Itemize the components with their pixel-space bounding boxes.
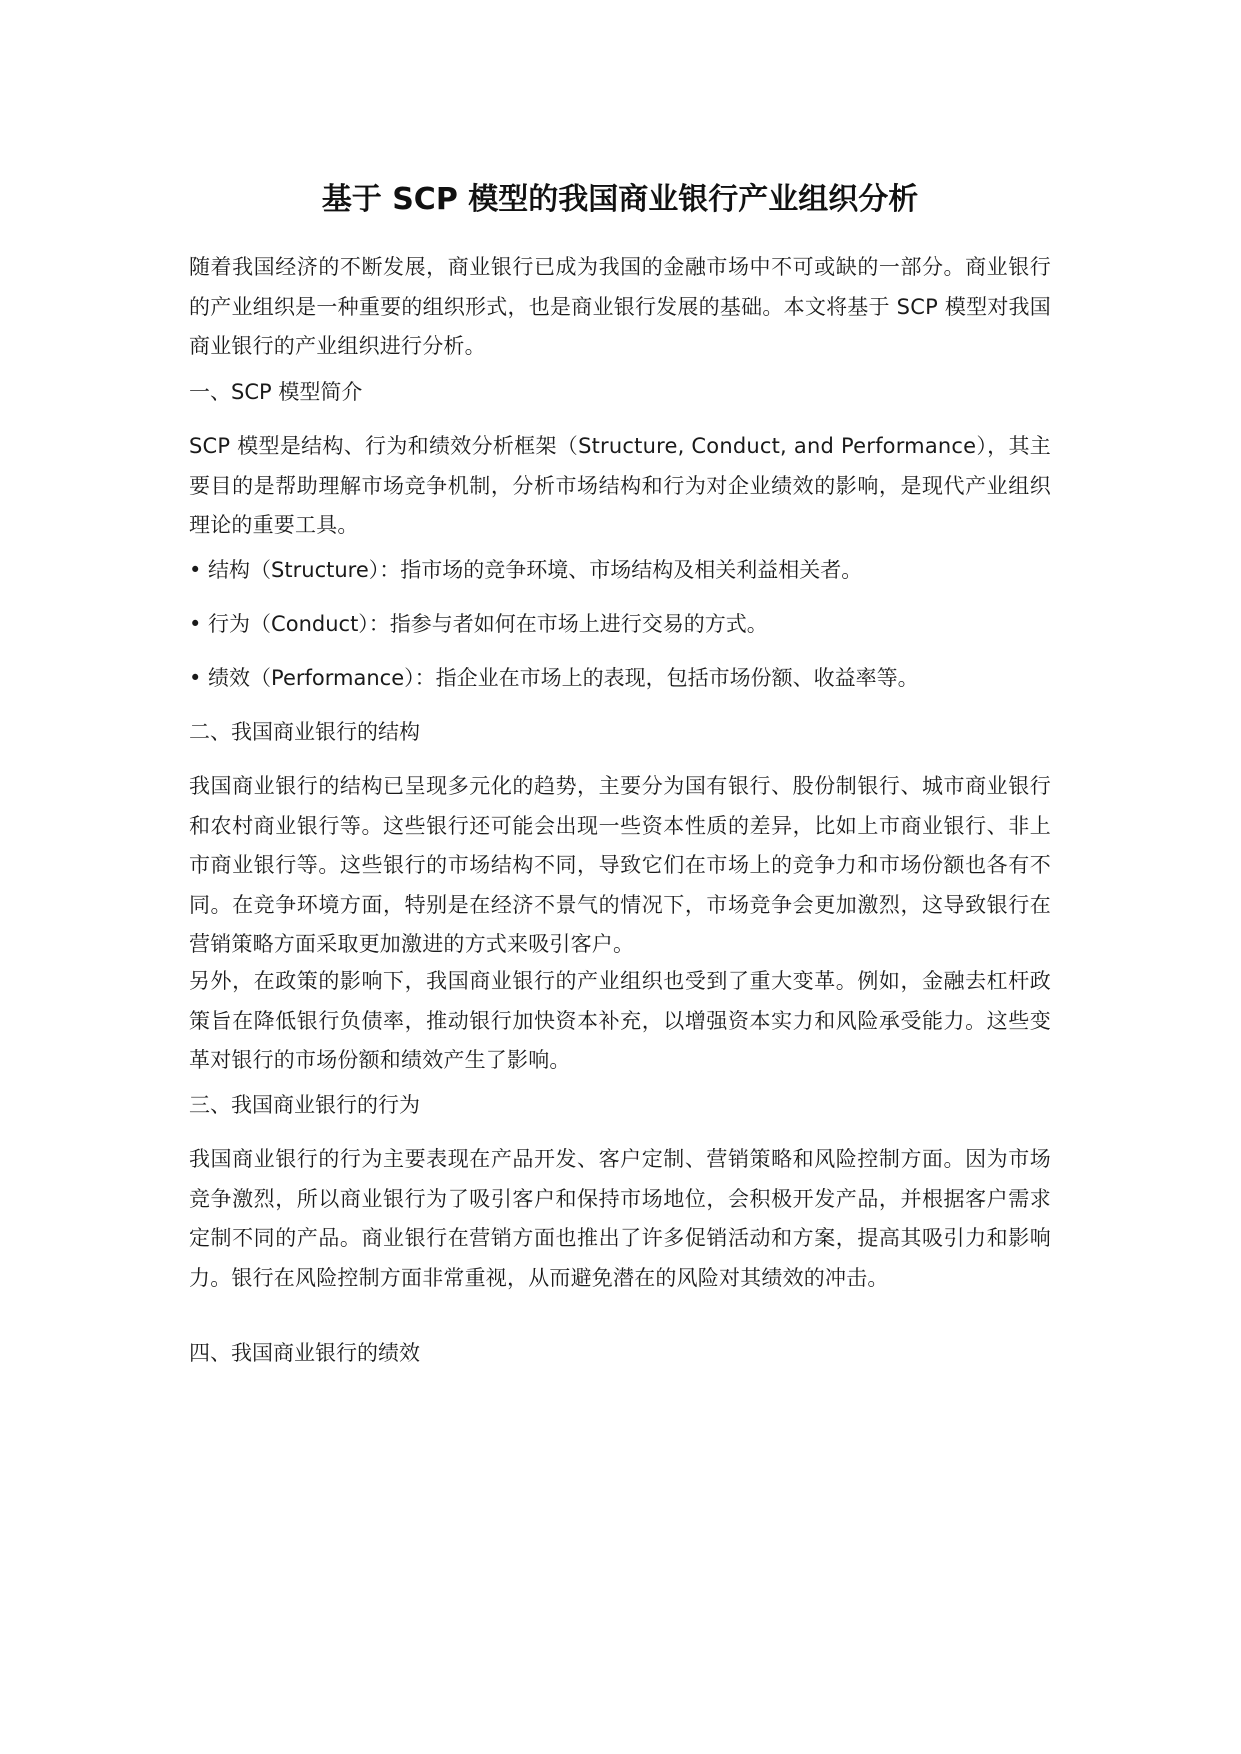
section3-heading: 三、我国商业银行的行为 [189, 1093, 420, 1117]
section2-paragraph-2: 另外，在政策的影响下，我国商业银行的产业组织也受到了重大变革。例如，金融去杠杆政策旨在降低银行负债率，推动银行加快资本补充，以增强资本实力和风险承受能力。这些变革对银行的市场份额和绩效产生了影响。 [189, 969, 1051, 1072]
bullet-conduct: • 行为（Conduct）：指参与者如何在市场上进行交易的方式。 [189, 612, 768, 636]
section3-paragraph: 我国商业银行的行为主要表现在产品开发、客户定制、营销策略和风险控制方面。因为市场竞争激烈，所以商业银行为了吸引客户和保持市场地位，会积极开发产品，并根据客户需求定制不同的产品。商业银行在营销方面也推出了许多促销活动和方案，提高其吸引力和影响力。银行在风险控制方面非常重视，从而避免潜在的风险对其绩效的冲击。 [189, 1147, 1051, 1290]
intro-paragraph: 随着我国经济的不断发展，商业银行已成为我国的金融市场中不可或缺的一部分。商业银行的产业组织是一种重要的组织形式，也是商业银行发展的基础。本文将基于 SCP 模型对我国商业银行的产业组织进行分析。 [189, 255, 1051, 358]
section4-heading: 四、我国商业银行的绩效 [189, 1341, 420, 1365]
bullet-performance: • 绩效（Performance）：指企业在市场上的表现，包括市场份额、收益率等。 [189, 666, 919, 690]
section2-paragraph-1: 我国商业银行的结构已呈现多元化的趋势，主要分为国有银行、股份制银行、城市商业银行和农村商业银行等。这些银行还可能会出现一些资本性质的差异，比如上市商业银行、非上市商业银行等。这些银行的市场结构不同，导致它们在市场上的竞争力和市场份额也各有不同。在竞争环境方面，特别是在经济不景气的情况下，市场竞争会更加激烈，这导致银行在营销策略方面采取更加激进的方式来吸引客户。 [189, 774, 1051, 956]
bullet-structure: • 结构（Structure）：指市场的竞争环境、市场结构及相关利益相关者。 [189, 558, 863, 582]
section2-heading: 二、我国商业银行的结构 [189, 720, 420, 744]
document-title: 基于 SCP 模型的我国商业银行产业组织分析 [321, 182, 919, 217]
section1-heading: 一、SCP 模型简介 [189, 380, 363, 404]
section1-paragraph: SCP 模型是结构、行为和绩效分析框架（Structure, Conduct, and Performance），其主要目的是帮助理解市场竞争机制，分析市场结构和行为对企业绩效的影响，是现代产业组织理论的重要工具。 [189, 434, 1051, 537]
